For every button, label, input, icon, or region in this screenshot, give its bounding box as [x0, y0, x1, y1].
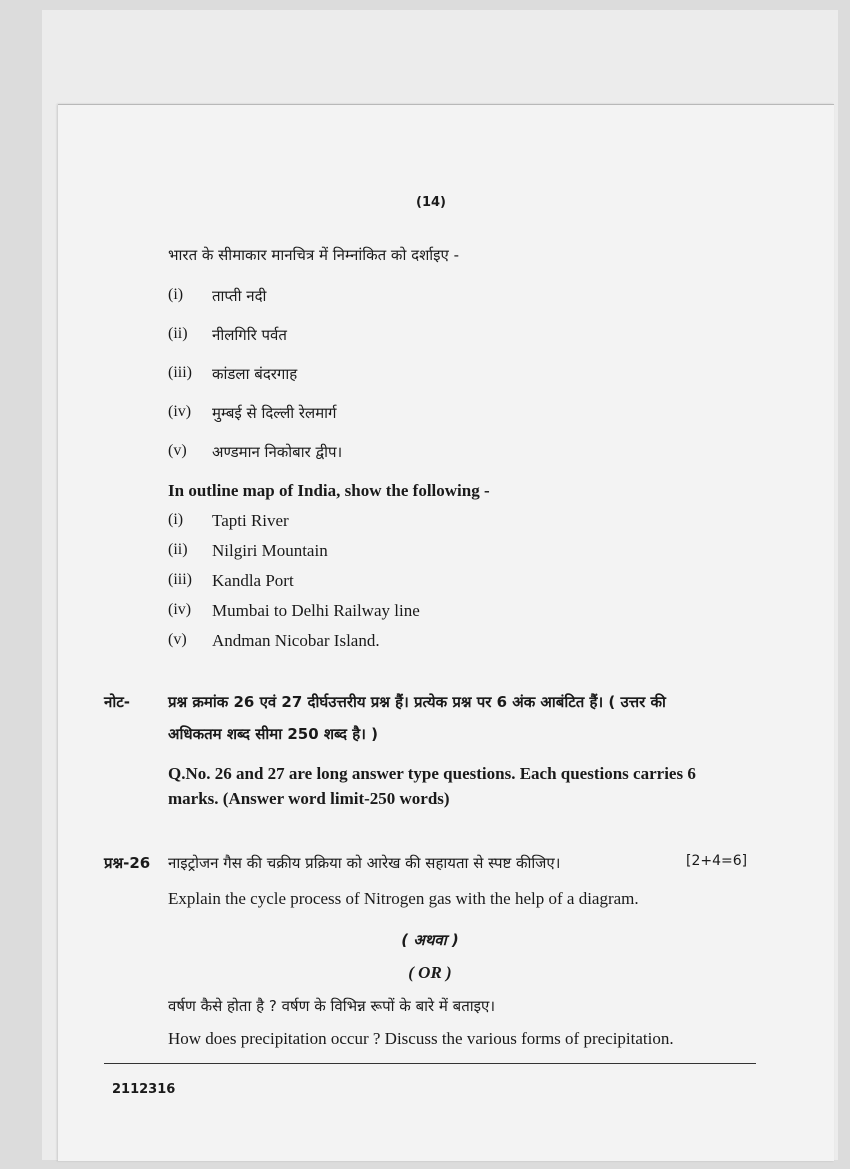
item-number: (ii)	[168, 541, 188, 558]
note-english-line2: marks. (Answer word limit-250 words)	[168, 789, 450, 808]
item-text: मुम्बई से दिल्ली रेलमार्ग	[212, 404, 337, 422]
footer-divider	[104, 1063, 756, 1064]
note-hindi-line2: अधिकतम शब्द सीमा 250 शब्द है। )	[168, 725, 378, 743]
q26-marks: [2+4=6]	[686, 853, 748, 869]
page-number: (14)	[416, 195, 446, 210]
q26-hindi-question: नाइट्रोजन गैस की चक्रीय प्रक्रिया को आरेख की सहायता से स्पष्ट कीजिए।	[168, 854, 561, 872]
item-text: Kandla Port	[212, 571, 294, 590]
item-text: कांडला बंदरगाह	[212, 365, 298, 383]
item-text: Andman Nicobar Island.	[212, 631, 380, 650]
or-hindi: ( अथवा )	[401, 931, 459, 949]
item-number: (v)	[168, 631, 187, 648]
item-number: (iii)	[168, 571, 192, 588]
item-number: (i)	[168, 286, 184, 303]
or-english: ( OR )	[408, 963, 452, 982]
item-number: (iii)	[168, 364, 192, 381]
item-text: Nilgiri Mountain	[212, 541, 328, 560]
q26-alt-english-question: How does precipitation occur ? Discuss the various forms of precipitation.	[168, 1029, 674, 1048]
q26-english-question: Explain the cycle process of Nitrogen gas with the help of a diagram.	[168, 889, 639, 908]
item-text: Mumbai to Delhi Railway line	[212, 601, 420, 620]
item-number: (i)	[168, 511, 184, 528]
item-text: अण्डमान निकोबार द्वीप।	[212, 443, 343, 461]
item-text: ताप्ती नदी	[212, 287, 267, 305]
q26-label: प्रश्न-26	[104, 854, 151, 872]
note-hindi-line1: प्रश्न क्रमांक 26 एवं 27 दीर्घउत्तरीय प्रश्न हैं। प्रत्येक प्रश्न पर 6 अंक आबंटित हैं। ( उत्तर की	[168, 693, 666, 711]
item-text: नीलगिरि पर्वत	[212, 326, 287, 344]
item-text: Tapti River	[212, 511, 289, 530]
item-number: (iv)	[168, 601, 192, 618]
item-number: (v)	[168, 442, 187, 459]
paper-code: 2112316	[112, 1082, 176, 1097]
q25-english-instruction: In outline map of India, show the following -	[168, 481, 490, 500]
note-english-line1: Q.No. 26 and 27 are long answer type questions. Each questions carries 6	[168, 764, 696, 783]
q26-alt-hindi-question: वर्षण कैसे होता है ? वर्षण के विभिन्न रूपों के बारे में बताइए।	[168, 997, 496, 1015]
q25-hindi-instruction: भारत के सीमाकार मानचित्र में निम्नांकित को दर्शाइए -	[168, 246, 459, 264]
item-number: (ii)	[168, 325, 188, 342]
note-label: नोट-	[104, 693, 130, 711]
item-number: (iv)	[168, 403, 192, 420]
